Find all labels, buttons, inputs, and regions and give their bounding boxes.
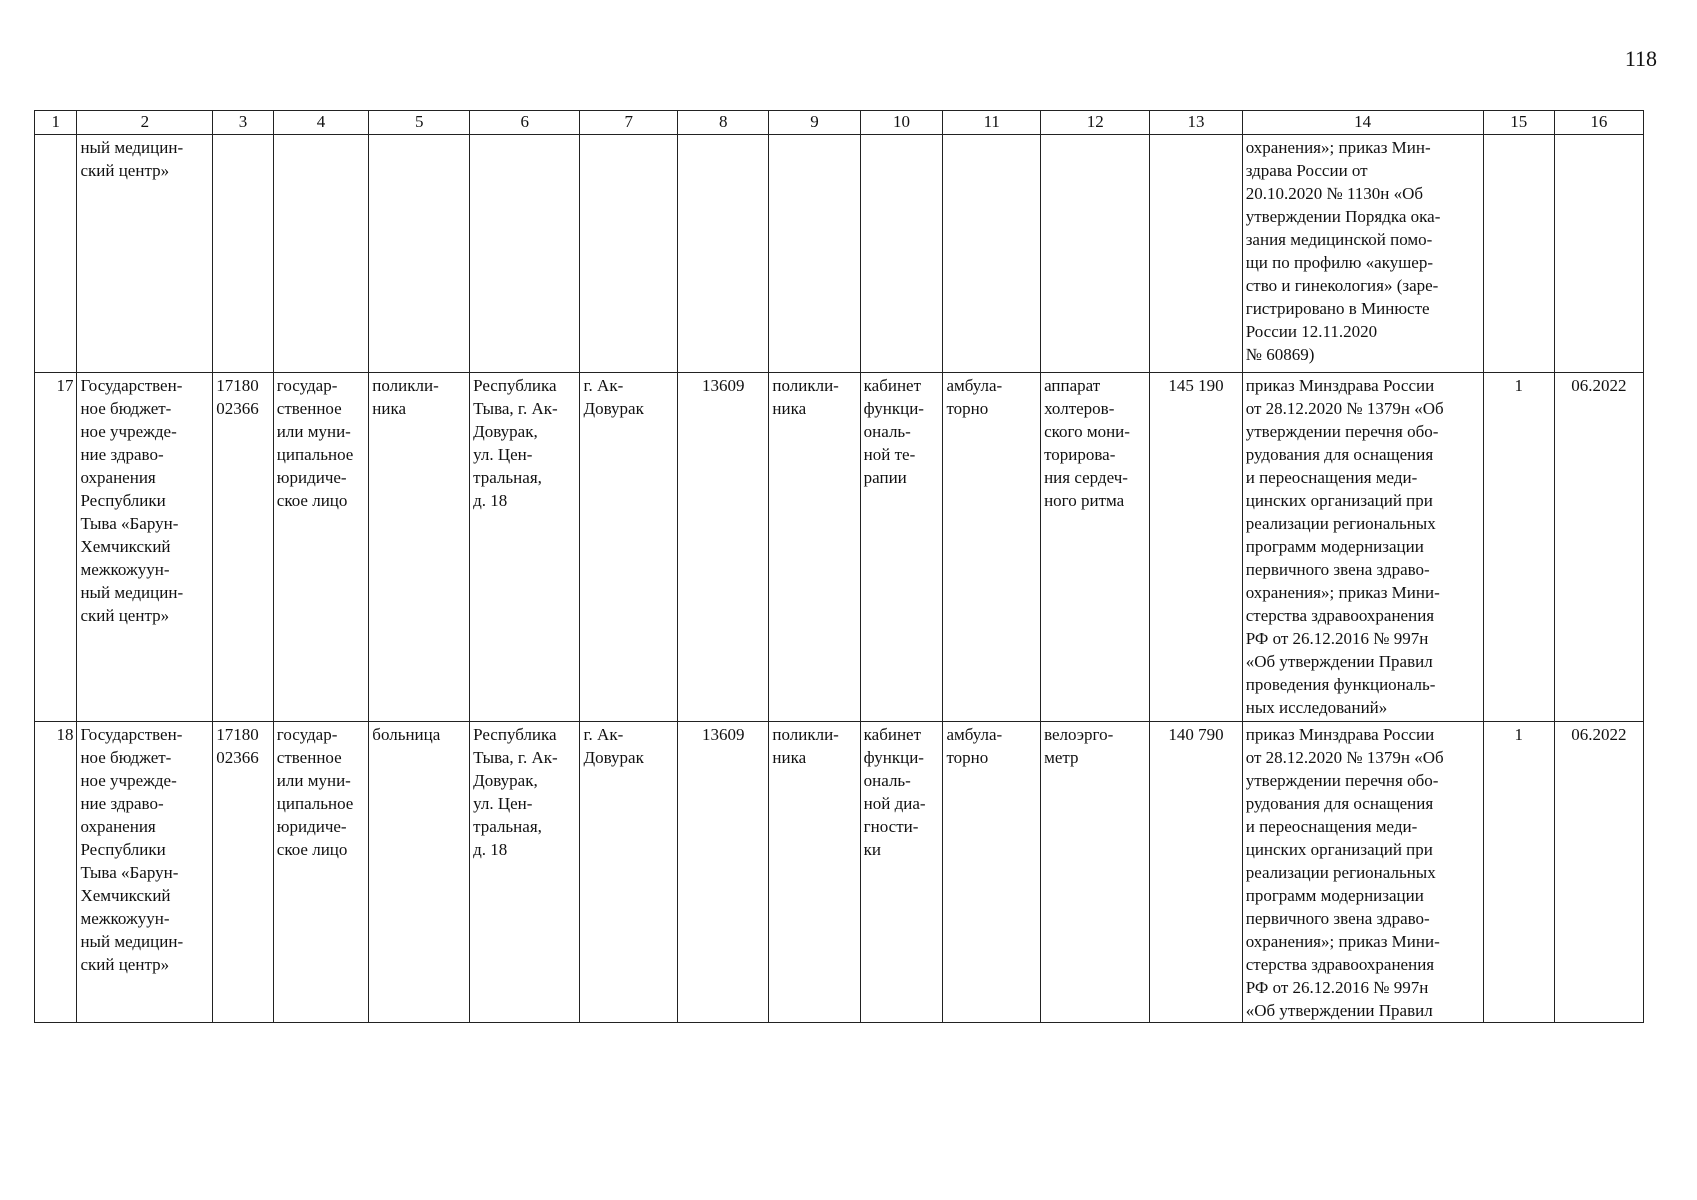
cell-facility-type: поликли- ника [369, 373, 470, 722]
cell-population [678, 135, 769, 373]
cell-code: 17180 02366 [213, 722, 273, 1023]
cell-room [860, 135, 943, 373]
table-row [35, 135, 1644, 373]
cell-date: 06.2022 [1554, 722, 1643, 1023]
cell-code: 17180 02366 [213, 373, 273, 722]
cell-row-number [35, 135, 77, 373]
cell-legal-basis: приказ Минздрава России от 28.12.2020 № 1379н «Об утверждении перечня обо- рудования для оснащения и переоснащения меди- цинских организаций при реализации региональных программ модернизации первичного звена здраво- охранения»; приказ Мини- стерства здравоохранения РФ от 26.12.2016 № 997н «Об утверждении Правил проведения функциональ- ных исследований» [1242, 373, 1483, 722]
col-number-15: 15 [1483, 111, 1554, 135]
cell-legal-basis: приказ Минздрава России от 28.12.2020 № 1379н «Об утверждении перечня обо- рудования для оснащения и переоснащения меди- цинских организаций при реализации региональных программ модернизации первичного звена здраво- охранения»; приказ Мини- стерства здравоохранения РФ от 26.12.2016 № 997н «Об утверждении Правил [1242, 722, 1483, 1023]
cell-unit [769, 135, 860, 373]
cell-code [213, 135, 273, 373]
cell-address: Республика Тыва, г. Ак- Довурак, ул. Цен- тральная, д. 18 [470, 373, 580, 722]
col-number-2: 2 [77, 111, 213, 135]
cell-legal-basis: охранения»; приказ Мин- здрава России от 20.10.2020 № 1130н «Об утверждении Порядка ока- зания медицинской помо- щи по профилю «акушер- ство и гинекология» (заре- гистрировано в Минюсте России 12.11.2020 № 60869) [1242, 135, 1483, 373]
cell-room: кабинет функци- ональ- ной диа- гности- ки [860, 722, 943, 1023]
col-number-5: 5 [369, 111, 470, 135]
col-number-4: 4 [273, 111, 369, 135]
cell-city [580, 135, 678, 373]
cell-quantity: 1 [1483, 722, 1554, 1023]
cell-organization: Государствен- ное бюджет- ное учрежде- ние здраво- охранения Республики Тыва «Барун- Хемчикский межкожуун- ный медицин- ский центр» [77, 722, 213, 1023]
cell-quantity [1483, 135, 1554, 373]
cell-facility-type: больница [369, 722, 470, 1023]
cell-legal-form [273, 135, 369, 373]
cell-room: кабинет функци- ональ- ной те- рапии [860, 373, 943, 722]
table-row [35, 373, 1644, 722]
cell-population: 13609 [678, 722, 769, 1023]
col-number-11: 11 [943, 111, 1041, 135]
cell-equipment: велоэрго- метр [1041, 722, 1150, 1023]
cell-organization: Государствен- ное бюджет- ное учрежде- ние здраво- охранения Республики Тыва «Барун- Хемчикский межкожуун- ный медицин- ский центр» [77, 373, 213, 722]
cell-equipment: аппарат холтеров- ского мони- торирова- ния сердеч- ного ритма [1041, 373, 1150, 722]
col-number-13: 13 [1150, 111, 1242, 135]
cell-organization: ный медицин- ский центр» [77, 135, 213, 373]
cell-facility-type [369, 135, 470, 373]
col-number-8: 8 [678, 111, 769, 135]
cell-quantity: 1 [1483, 373, 1554, 722]
cell-row-number: 18 [35, 722, 77, 1023]
col-number-6: 6 [470, 111, 580, 135]
cell-amount: 140 790 [1150, 722, 1242, 1023]
col-number-1: 1 [35, 111, 77, 135]
cell-address [470, 135, 580, 373]
column-number-row [35, 111, 1644, 135]
cell-legal-form: государ- ственное или муни- ципальное юридиче- ское лицо [273, 722, 369, 1023]
cell-care-form: амбула- торно [943, 373, 1041, 722]
cell-amount: 145 190 [1150, 373, 1242, 722]
cell-date: 06.2022 [1554, 373, 1643, 722]
col-number-9: 9 [769, 111, 860, 135]
cell-unit: поликли- ника [769, 373, 860, 722]
cell-amount [1150, 135, 1242, 373]
cell-unit: поликли- ника [769, 722, 860, 1023]
page-number: 118 [1624, 46, 1657, 71]
cell-population: 13609 [678, 373, 769, 722]
col-number-7: 7 [580, 111, 678, 135]
cell-equipment [1041, 135, 1150, 373]
equipment-table [34, 110, 1644, 1023]
cell-city: г. Ак- Довурак [580, 722, 678, 1023]
table-row [35, 722, 1644, 1023]
cell-row-number: 17 [35, 373, 77, 722]
cell-care-form: амбула- торно [943, 722, 1041, 1023]
col-number-16: 16 [1554, 111, 1643, 135]
cell-address: Республика Тыва, г. Ак- Довурак, ул. Цен- тральная, д. 18 [470, 722, 580, 1023]
cell-city: г. Ак- Довурак [580, 373, 678, 722]
col-number-14: 14 [1242, 111, 1483, 135]
col-number-10: 10 [860, 111, 943, 135]
col-number-3: 3 [213, 111, 273, 135]
cell-care-form [943, 135, 1041, 373]
cell-legal-form: государ- ственное или муни- ципальное юридиче- ское лицо [273, 373, 369, 722]
cell-date [1554, 135, 1643, 373]
col-number-12: 12 [1041, 111, 1150, 135]
